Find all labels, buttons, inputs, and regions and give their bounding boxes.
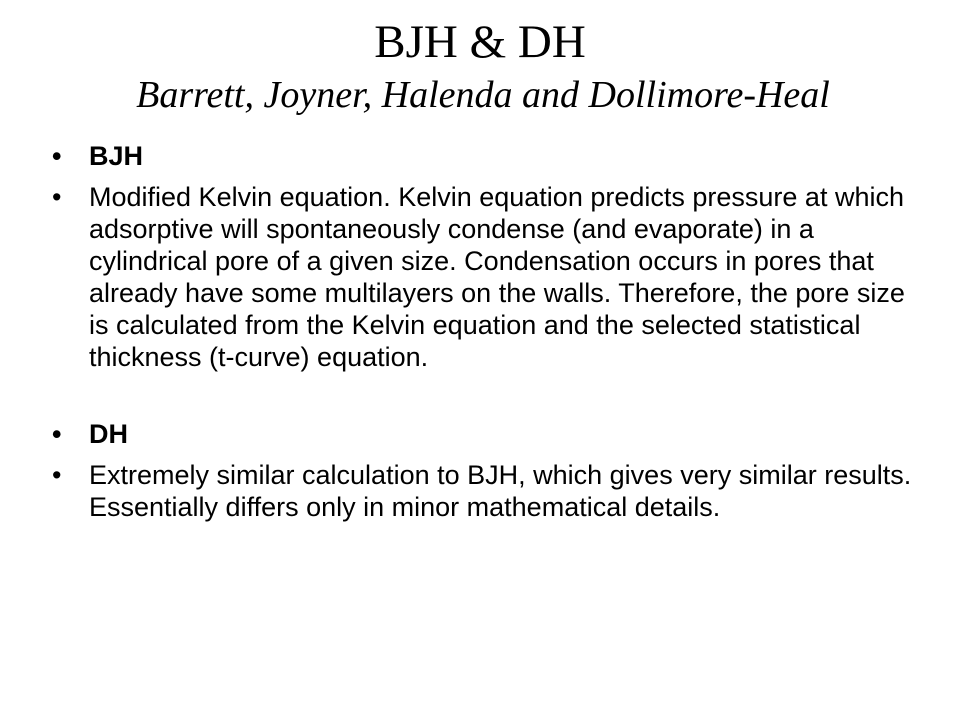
slide-subtitle: Barrett, Joyner, Halenda and Dollimore-Heal [136, 74, 830, 116]
bullet-item-bjh-heading [52, 140, 912, 172]
bullet-item-dh-description [52, 459, 912, 523]
bullet-icon: • [52, 182, 62, 212]
slide-content [52, 140, 912, 532]
bullet-text: Extremely similar calculation to BJH, which gives very similar results. Essentially differs only in minor mathematical details. [89, 460, 912, 522]
bullet-item-bjh-description [52, 181, 912, 373]
title-block [0, 14, 960, 120]
bullet-list [52, 140, 912, 523]
bullet-item-dh-heading [52, 418, 912, 450]
slide-title: BJH & DH [374, 16, 586, 68]
bullet-text: BJH [89, 141, 144, 171]
bullet-icon: • [52, 460, 62, 490]
bullet-icon: • [52, 419, 62, 449]
bullet-text: Modified Kelvin equation. Kelvin equation predicts pressure at which adsorptive will spontaneously condense (and evaporate) in a cylindrical pore of a given size. Condensation occurs in pores that already have some multilayers on the walls. Therefore, the pore size is calculated from the Kelvin equation and the selected statistical thickness (t-curve) equation. [89, 182, 905, 372]
bullet-text: DH [89, 419, 128, 449]
bullet-icon: • [52, 141, 62, 171]
